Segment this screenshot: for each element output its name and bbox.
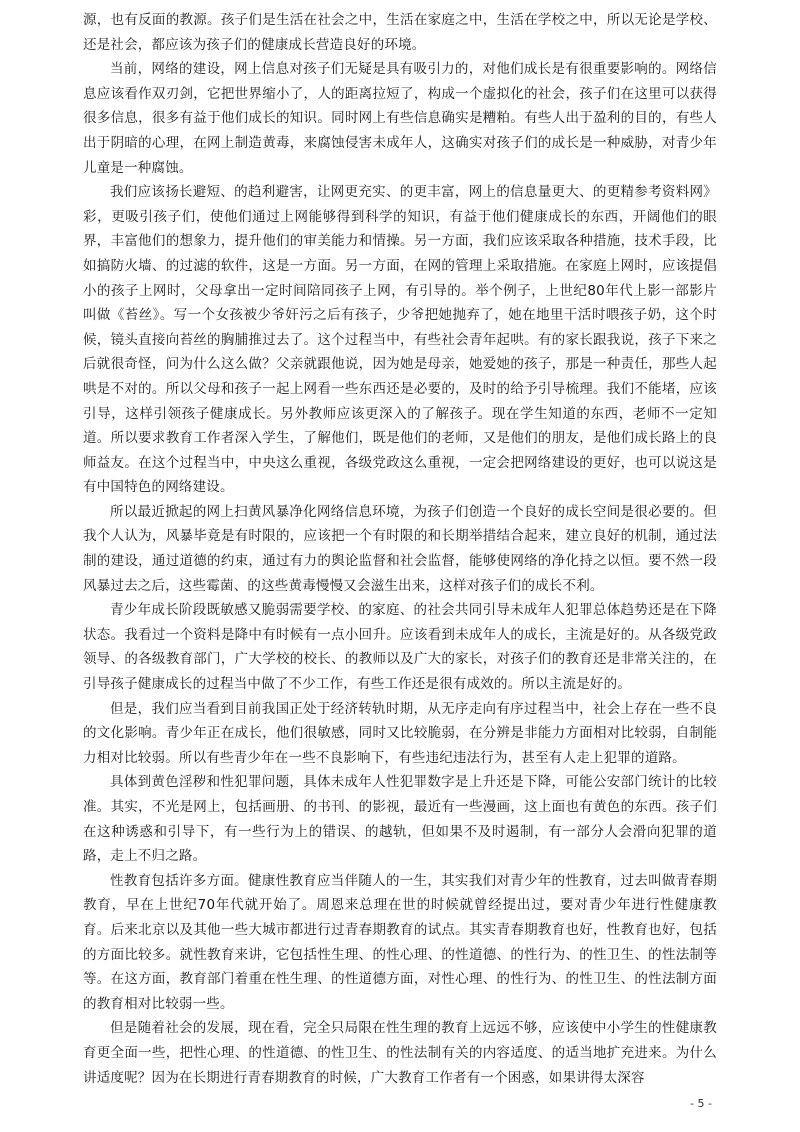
paragraph-9: 但是随着社会的发展，现在看，完全只局限在性生理的教育上远远不够，应该使中小学生的性健康教育更全面一些，把性心理、的性道德、的性卫生、的性法制有关的内容适度、的适当地扩充进来。为什么讲适度呢？因为在长期进行青春期教育的时候，广大教育工作者有一个困惑，如果讲得太深容	[83, 1020, 717, 1086]
document-page	[83, 8, 717, 1088]
paragraph-8: 性教育包括许多方面。健康性教育应当伴随人的一生，其实我们对青少年的性教育，过去叫做青春期教育，早在上世纪70年代就开始了。周恩来总理在世的时候就曾经提出过，要对青少年进行性健康教育。后来北京以及其他一些大城市都进行过青春期教育的试点。其实青春期教育也好，性教育也好，包括的方面比较多。就性教育来讲，它包括性生理、的性心理、的性道德、的性行为、的性卫生、的性法制等等。在这方面，教育部门着重在性生理、的性道德方面，对性心理、的性行为、的性卫生、的性法制方面的教育相对比较弱一些。	[83, 872, 717, 1012]
paragraph-2: 当前，网络的建设，网上信息对孩子们无疑是具有吸引力的，对他们成长是有很重要影响的。网络信息应该看作双刃剑，它把世界缩小了，人的距离拉短了，构成一个虚拟化的社会，孩子们在这里可以获得很多信息，很多有益于他们成长的知识。同时网上有些信息确实是糟粕。有些人出于盈利的目的，有些人出于阴暗的心理，在网上制造黄毒，来腐蚀侵害未成年人，这确实对孩子们的成长是一种威胁，对青少年儿童是一种腐蚀。	[83, 61, 717, 176]
paragraph-1: 源，也有反面的教源。孩子们是生活在社会之中，生活在家庭之中，生活在学校之中，所以无论是学校、还是社会，都应该为孩子们的健康成长营造良好的环境。	[83, 12, 717, 53]
paragraph-5: 青少年成长阶段既敏感又脆弱需要学校、的家庭、的社会共同引导未成年人犯罪总体趋势还是在下降状态。我看过一个资料是降中有时候有一点小回升。应该看到未成年人的成长，主流是好的。从各级党政领导、的各级教育部门，广大学校的校长、的教师以及广大的家长，对孩子们的教育还是非常关注的，在引导孩子健康成长的过程当中做了不少工作，有些工作还是很有成效的。所以主流是好的。	[83, 602, 717, 693]
page-number: - 5 -	[690, 1097, 712, 1110]
paragraph-4: 所以最近掀起的网上扫黄风暴净化网络信息环境，为孩子们创造一个良好的成长空间是很必要的。但我个人认为，风暴毕竟是有时限的，应该把一个有时限的和长期举措结合起来，建立良好的机制，通过法制的建设，通过道德的约束，通过有力的舆论监督和社会监督，能够使网络的净化持之以恒。要不然一段风暴过去之后，这些霉菌、的这些黄毒慢慢又会滋生出来，这样对孩子们的成长不利。	[83, 503, 717, 594]
paragraph-7: 具体到黄色淫秽和性犯罪问题，具体未成年人性犯罪数字是上升还是下降，可能公安部门统计的比较准。其实，不光是网上，包括画册、的书刊、的影视，最近有一些漫画，这上面也有黄色的东西。孩子们在这种诱惑和引导下，有一些行为上的错误、的越轨，但如果不及时遏制，有一部分人会滑向犯罪的道路，走上不归之路。	[83, 774, 717, 865]
paragraph-3: 我们应该扬长避短、的趋利避害，让网更充实、的更丰富，网上的信息量更大、的更精参考资料网》彩，更吸引孩子们，使他们通过上网能够得到科学的知识，有益于他们健康成长的东西，开阔他们的眼界，丰富他们的想象力，提升他们的审美能力和情操。另一方面，我们应该采取各种措施，技术手段，比如搞防火墙、的过滤的软件，这是一方面。另一方面，在网的管理上采取措施。在家庭上网时，应该提倡小的孩子上网时，父母拿出一定时间陪同孩子上网，有引导的。举个例子，上世纪80年代上影一部影片叫做《苔丝》。写一个女孩被少爷奸污之后有孩子，少爷把她抛弃了，她在地里干活时喂孩子奶，这个时候，镜头直接向苔丝的胸脯推过去了。这个过程当中，有些社会青年起哄。有的家长跟我说，孩子下来之后就很奇怪，问为什么这么做？父亲就跟他说，因为她是母亲，她爱她的孩子，那是一种责任，那些人起哄是不对的。所以父母和孩子一起上网看一些东西还是必要的，及时的给予引导梳理。我们不能堵，应该引导，这样引领孩子健康成长。另外教师应该更深入的了解孩子。现在学生知道的东西，老师不一定知道。所以要求教育工作者深入学生，了解他们，既是他们的老师，又是他们的朋友，是他们成长路上的良师益友。在这个过程当中，中央这么重视，各级党政这么重视，一定会把网络建设的更好，也可以说这是有中国特色的网络建设。	[83, 184, 717, 496]
paragraph-6: 但是，我们应当看到目前我国正处于经济转轨时期，从无序走向有序过程当中，社会上存在一些不良的文化影响。青少年正在成长，他们很敏感，同时又比较脆弱，在分辨是非能力方面相对比较弱，自制能力相对比较弱。所以有些青少年在一些不良影响下，有些违纪违法行为，甚至有人走上犯罪的道路。	[83, 700, 717, 766]
